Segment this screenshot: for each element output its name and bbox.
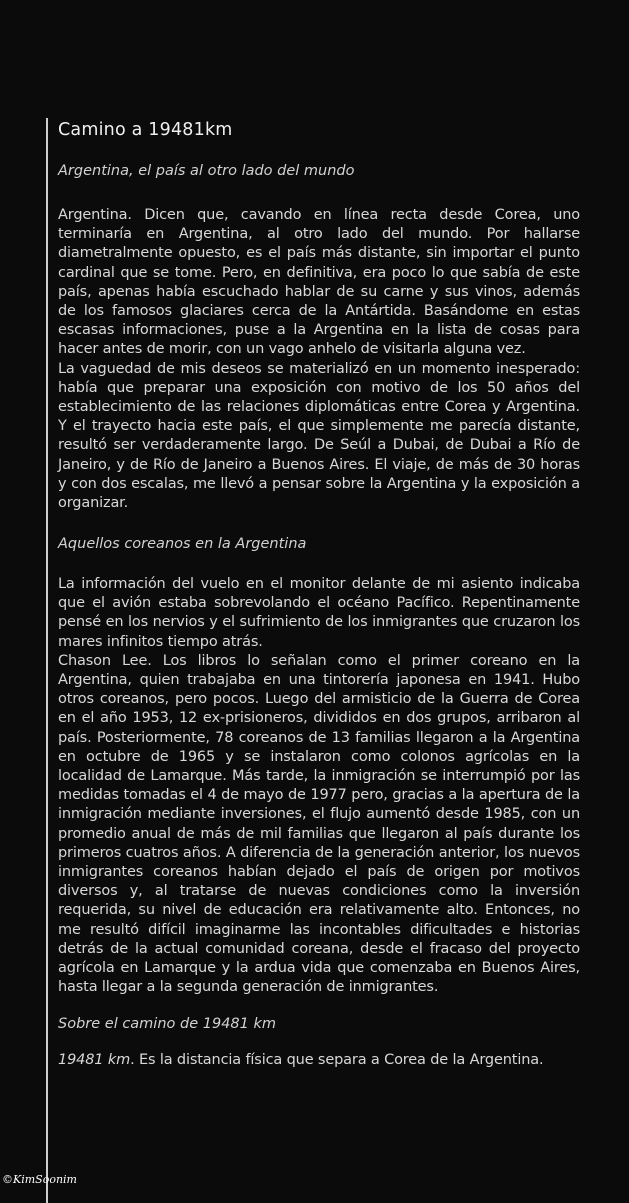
paragraph: Chason Lee. Los libros lo señalan como el primer coreano en la Argentina, quien trabajaba en una tintorería japonesa en 1941. Hubo otros coreanos, pero pocos. Luego del armisticio de la Guerra de Corea en el año 1953, 12 ex-prisioneros, divididos en dos grupos, arribaron al país. Posteriormente, 78 coreanos de 13 familias llegaron a la Argentina en octubre de 1965 y se instalaron como colonos agrícolas en la localidad de Lamarque. Más tarde, la inmigración se interrumpió por las medidas tomadas el 4 de mayo de 1977 pero, gracias a la apertura de la inmigración mediante inversiones, el flujo aumentó desde 1985, con un promedio anual de más de mil familias que llegaron al país durante los primeros cuatros años. A diferencia de la generación anterior, los nuevos inmigrantes coreanos habían dejado el país de origen por motivos diversos y, al tratarse de nuevas condiciones como la inversión requerida, su nivel de educación era relativamente alto. Entonces, no me resultó difícil imaginarme las incontables dificultades e historias detrás de la actual comunidad coreana, desde el fracaso del proyecto agrícola en Lamarque y la ardua vida que comenzaba en Buenos Aires, hasta llegar a la segunda generación de inmigrantes.	[58, 652, 580, 996]
paragraph: La información del vuelo en el monitor delante de mi asiento indicaba que el avión estaba sobrevolando el océano Pacífico. Repentinamente pensé en los nervios y el sufrimiento de los inmigrantes que cruzaron los mares infinitos tiempo atrás.	[58, 576, 580, 650]
paragraph: Argentina. Dicen que, cavando en línea recta desde Corea, uno terminaría en Argentina, al otro lado del mundo. Por hallarse diametralmente opuesto, es el país más distante, sin importar el punto cardinal que se tome. Pero, en definitiva, era poco lo que sabía de este país, apenas había escuchado hablar de su carne y sus vinos, además de los famosos glaciares cerca de la Antártida. Basándome en estas escasas informaciones, puse a la Argentina en la lista de cosas para hacer antes de morir, con un vago anhelo de visitarla alguna vez.	[58, 207, 580, 358]
section-body-argentina	[58, 206, 580, 513]
section-body-coreanos	[58, 575, 580, 997]
vertical-rule	[46, 118, 48, 1203]
article	[58, 118, 580, 1068]
section-heading-coreanos: Aquellos coreanos en la Argentina	[58, 536, 307, 552]
copyright-label: ©KimSoonim	[2, 1173, 77, 1186]
distance-emphasis: 19481 km	[58, 1052, 131, 1068]
section-heading-camino: Sobre el camino de 19481 km	[58, 1016, 277, 1032]
paragraph: La vaguedad de mis deseos se materializó en un momento inesperado: había que preparar una exposición con motivo de los 50 años del establecimiento de las relaciones diplomáticas entre Corea y Argentina. Y el trayecto hacia este país, el que simplemente me parecía distante, resultó ser verdaderamente largo. De Seúl a Dubai, de Dubai a Río de Janeiro, y de Río de Janeiro a Buenos Aires. El viaje, de más de 30 horas y con dos escalas, me llevó a pensar sobre la Argentina y la exposición a organizar.	[58, 360, 580, 512]
section-heading-argentina: Argentina, el país al otro lado del mundo	[58, 163, 355, 179]
closing-paragraph	[58, 1051, 580, 1070]
article-title: Camino a 19481km	[58, 120, 233, 140]
closing-text: . Es la distancia física que separa a Corea de la Argentina.	[130, 1052, 544, 1068]
